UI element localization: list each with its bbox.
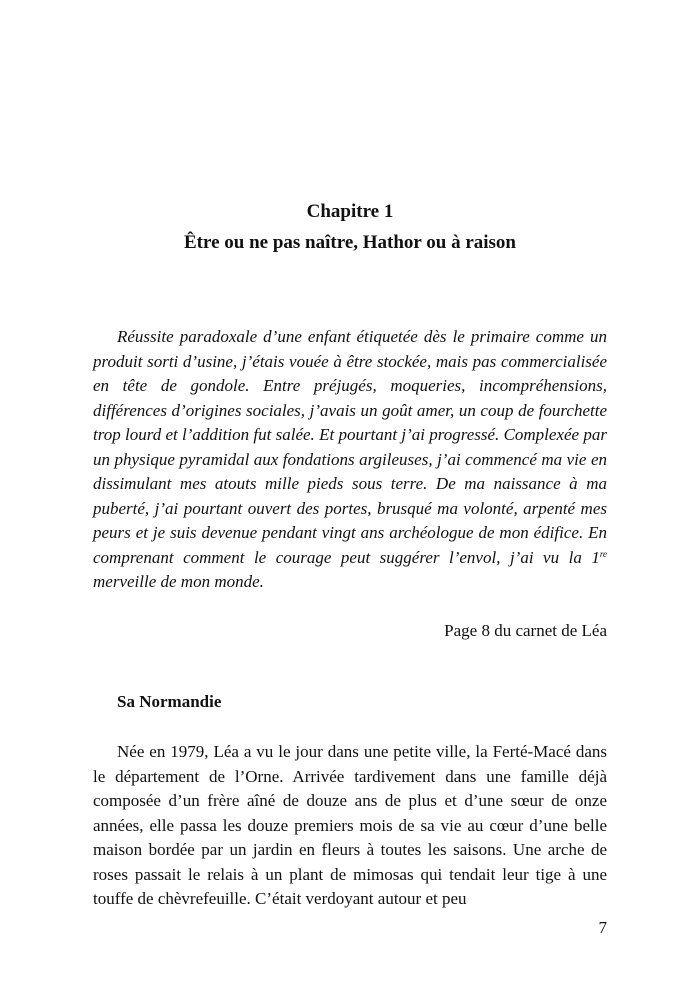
chapter-title: Chapitre 1 [306, 201, 394, 222]
epigraph-ordinal-suffix: re [599, 548, 607, 559]
epigraph-text-start: Réussite paradoxale d’une enfant étiquetée dès le primaire comme un produit sorti d’usine, j’étais vouée à être stockée, mais pas commercialisée en tête de gondole. Entre préjugés, moqueries, incompréhensions, différences d’origines sociales, j’avais un goût amer, un coup de fourchette trop lourd et l’addition fut salée. Et pourtant j’ai progressé. Complexée par un physique pyramidal aux fondations argileuses, j’ai commencé ma vie en dissimulant mes atouts mille pieds sous terre. De ma naissance à ma puberté, j’ai pourtant ouvert des portes, brusqué ma volonté, arpenté mes peurs et je suis devenue pendant vingt ans archéologue de mon édifice. En comprenant comment le courage peut suggérer l’envol, j’ai vu la [93, 327, 607, 567]
epigraph-text-end: merveille de mon monde. [93, 572, 264, 591]
body-text [93, 740, 607, 912]
epigraph-ordinal-number: 1 [591, 547, 600, 567]
section-heading: Sa Normandie [117, 692, 222, 711]
body-paragraph: Née en 1979, Léa a vu le jour dans une petite ville, la Ferté-Macé dans le département de l’Orne. Arrivée tardivement dans une famille déjà composée d’un frère aîné de douze ans de plus et d’une sœur de onze années, elle passa les douze premiers mois de sa vie au cœur d’une belle maison bordée par un jardin en fleurs à toutes les saisons. Une arche de roses passait le relais à un plant de mimosas qui tendait leur tige à une touffe de chèvrefeuille. C’était verdoyant autour et peu [93, 742, 607, 908]
epigraph [93, 325, 607, 595]
epigraph-source: Page 8 du carnet de Léa [444, 621, 607, 640]
page-number: 7 [598, 918, 607, 937]
chapter-subtitle: Être ou ne pas naître, Hathor ou à raison [184, 232, 516, 253]
epigraph-paragraph [93, 325, 607, 595]
